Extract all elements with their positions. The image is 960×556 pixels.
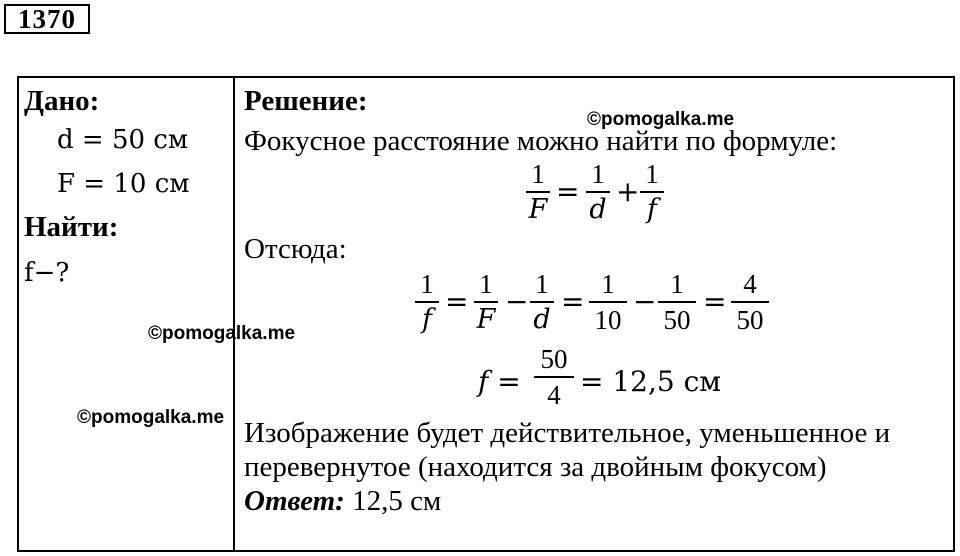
numerator: 1 (601, 269, 615, 299)
answer-value: 12,5 см (344, 485, 442, 517)
problem-number: 1370 (4, 4, 90, 34)
denominator: f (422, 304, 432, 335)
hence-label: Отсюда: (244, 233, 347, 265)
denominator: 50 (663, 305, 691, 335)
answer-line (244, 484, 441, 518)
numerator: 1 (531, 159, 545, 189)
given-focal-length: F = 10 см (57, 169, 190, 199)
given-heading: Дано: (24, 85, 100, 117)
denominator: 50 (736, 305, 764, 335)
numerator: 4 (743, 269, 757, 299)
numerator: 1 (670, 269, 684, 299)
find-heading: Найти: (24, 211, 119, 243)
conclusion-line-2: перевернутое (находится за двойным фокусом) (244, 451, 827, 483)
result-rhs: = 12,5 см (580, 365, 722, 398)
column-divider (233, 76, 235, 552)
denominator: F (528, 194, 548, 225)
solution-intro: Фокусное расстояние можно найти по формуле: (244, 125, 838, 157)
numerator: 1 (535, 269, 549, 299)
denominator: F (476, 304, 496, 335)
minus-sign: − (505, 285, 529, 318)
solution-heading: Решение: (244, 85, 368, 117)
find-value: f−? (24, 258, 70, 288)
watermark: ©pomogalka.me (77, 407, 225, 428)
conclusion-line-1: Изображение будет действительное, уменьшенное и (244, 417, 891, 449)
minus-sign: − (633, 285, 657, 318)
numerator: 50 (540, 344, 568, 374)
numerator: 1 (420, 269, 434, 299)
plus-sign: + (616, 175, 640, 208)
denominator: d (533, 304, 551, 335)
result-lhs: f = (478, 365, 521, 398)
denominator: f (647, 194, 657, 225)
equals-sign: = (445, 285, 469, 318)
numerator: 1 (591, 159, 605, 189)
equals-sign: = (703, 285, 727, 318)
numerator: 1 (645, 159, 659, 189)
answer-label: Ответ: (244, 485, 345, 517)
denominator: d (589, 194, 607, 225)
equals-sign: = (561, 285, 585, 318)
denominator: 10 (594, 305, 622, 335)
watermark: ©pomogalka.me (587, 109, 735, 130)
equals-sign: = (556, 175, 580, 208)
numerator: 1 (479, 269, 493, 299)
watermark: ©pomogalka.me (148, 323, 296, 344)
given-distance: d = 50 см (57, 125, 189, 155)
denominator: 4 (547, 380, 561, 410)
